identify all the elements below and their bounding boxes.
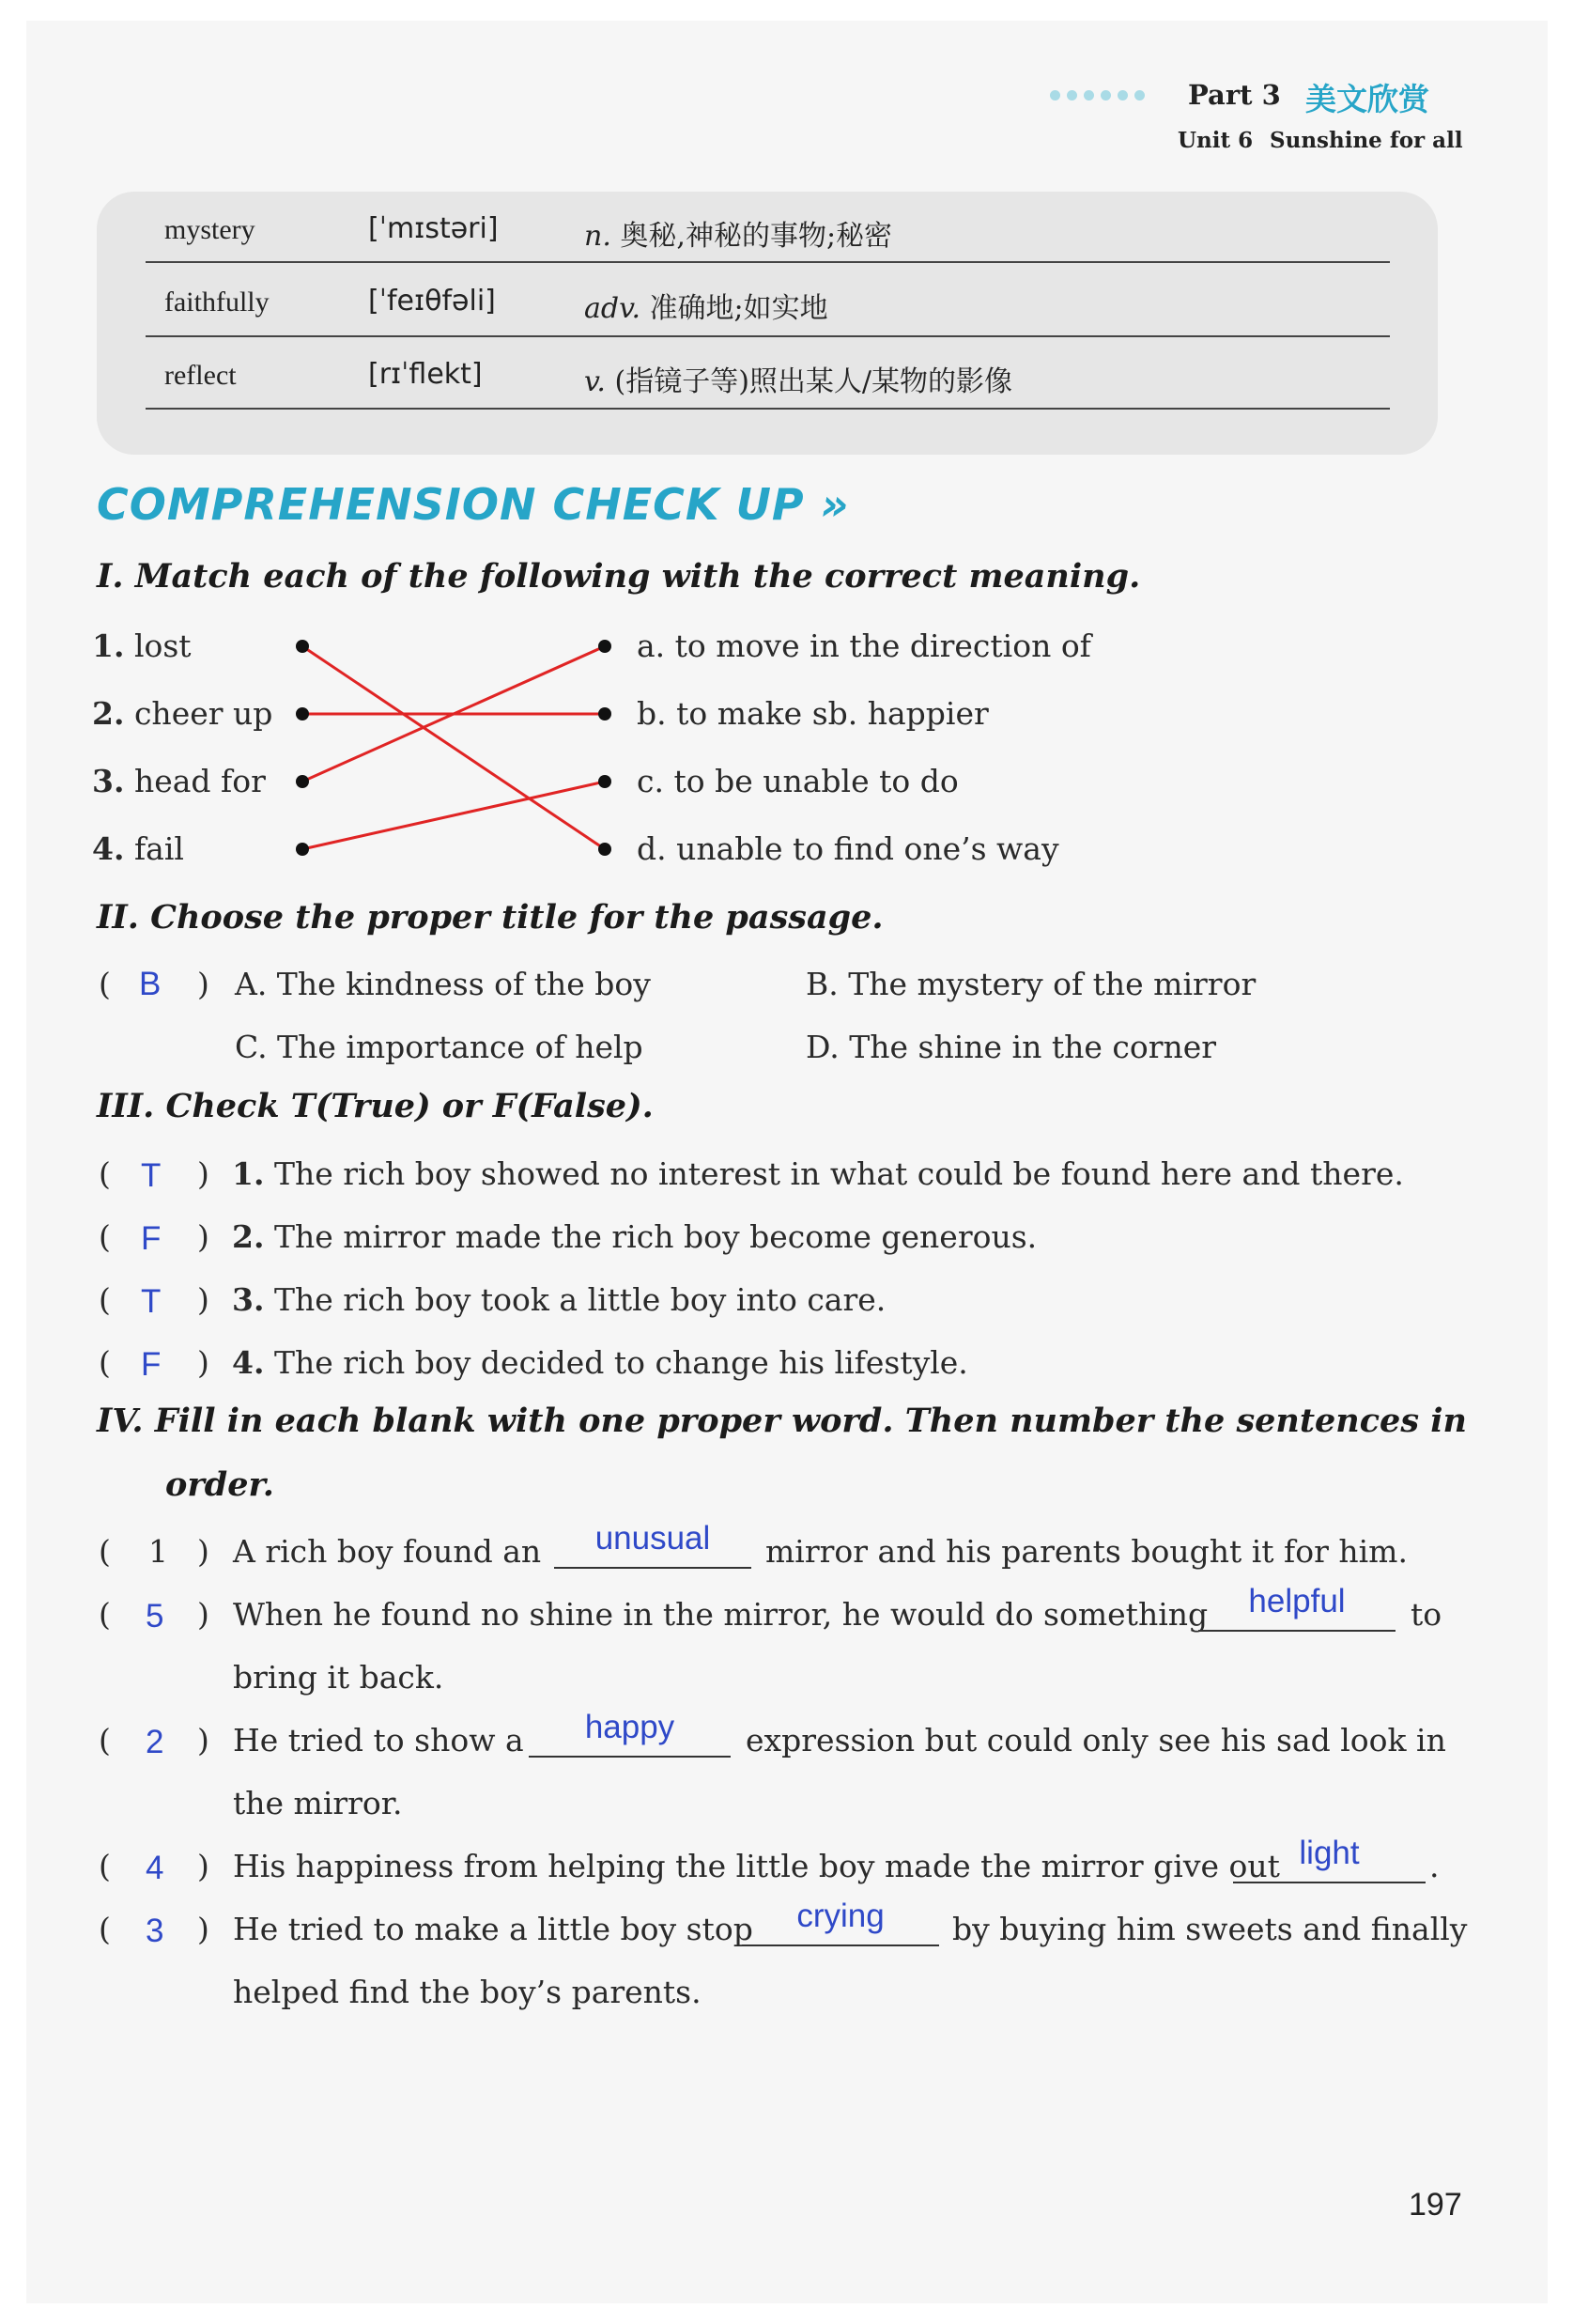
header-part: Part 3 [1188,79,1281,111]
order-number: 5 [146,1598,164,1635]
answer-paren-close: ) [197,1596,209,1633]
page-number: 197 [1409,2187,1462,2223]
header-unit-title: Sunshine for all [1270,128,1463,153]
tf-text: The rich boy decided to change his lifestyle. [273,1344,968,1381]
sentence-cont: bring it back. [233,1659,444,1696]
answer-paren-close: ) [197,966,209,1002]
sentence-cont: the mirror. [233,1785,403,1821]
tf-statement [232,1281,886,1318]
sentence-before: He tried to make a little boy stop [233,1911,753,1947]
answer-paren-close: ) [197,1722,209,1758]
match-left-num: 1. [92,627,125,664]
option-b: B. The mystery of the mirror [806,966,1257,1002]
vocab-meaning: 奥秘,神秘的事物;秘密 [620,220,893,253]
section3-title: III. Check T(True) or F(False). [97,1087,654,1125]
blank-answer: unusual [594,1520,711,1557]
tf-num: 4. [232,1344,265,1381]
answer-paren-close: ) [197,1218,209,1255]
section4-title: IV. Fill in each blank with one proper word. Then number the sentences in [97,1402,1467,1440]
order-number: 3 [146,1913,164,1949]
match-left-num: 3. [92,763,125,799]
match-right-item: b. to make sb. happier [637,695,989,732]
match-dot-left [296,775,309,788]
section2-answer: B [139,966,162,1002]
order-number: 1 [148,1533,168,1570]
answer-paren-close: ) [197,1155,209,1192]
vocab-word: reflect [164,360,237,391]
match-dot-left [296,843,309,856]
answer-paren-close: ) [197,1911,209,1947]
match-right-item: c. to be unable to do [637,763,959,799]
match-right-item: a. to move in the direction of [637,627,1091,664]
match-dot-left [296,640,309,653]
match-left-text: head for [133,763,266,799]
tf-text: The rich boy showed no interest in what could be found here and there. [273,1155,1404,1192]
match-dot-right [598,707,611,720]
blank-field[interactable] [554,1520,751,1569]
match-line-1-d [302,646,605,849]
sentence-before: His happiness from helping the little boy made the mirror give out [233,1848,1280,1884]
tf-answer: T [141,1157,162,1194]
vocab-phonetic: [ˈfeɪθfəli] [368,285,496,318]
sentence-after: . [1429,1848,1440,1884]
vocab-meaning: 准确地;如实地 [649,292,828,325]
blank-field[interactable] [529,1709,731,1758]
vocab-pos: v. [584,365,606,398]
sentence-after: expression but could only see his sad look in [746,1722,1446,1758]
option-c: C. The importance of help [235,1029,643,1065]
answer-paren-open: ( [99,1281,111,1318]
answer-paren-open: ( [99,1722,111,1758]
match-left-text: fail [133,830,184,867]
tf-text: The rich boy took a little boy into care. [273,1281,887,1318]
match-line-4-c [302,782,605,849]
match-dot-right [598,640,611,653]
blank-field[interactable] [1233,1835,1426,1883]
sentence-after: mirror and his parents bought it for him. [765,1533,1408,1570]
section1-title: I. Match each of the following with the correct meaning. [97,557,1141,596]
sentence-after: to [1411,1596,1442,1633]
vocab-word: mystery [164,214,255,245]
answer-paren-close: ) [197,1848,209,1884]
answer-paren-close: ) [197,1344,209,1381]
blank-answer: happy [584,1709,675,1745]
answer-paren-open: ( [99,966,111,1002]
tf-answer: F [141,1220,162,1257]
vocab-pos: adv. [584,292,641,325]
match-left-text: lost [133,627,192,664]
option-a: A. The kindness of the boy [235,966,651,1002]
option-d: D. The shine in the corner [806,1029,1217,1065]
answer-paren-close: ) [197,1281,209,1318]
vocab-pos: n. [584,220,611,253]
sentence-after: by buying him sweets and finally [952,1911,1468,1947]
order-number: 2 [146,1724,164,1760]
vocab-word: faithfully [164,287,270,318]
header-part-cn: 美文欣赏 [1305,81,1429,117]
match-dot-right [598,843,611,856]
tf-text: The mirror made the rich boy become generous. [273,1218,1038,1255]
match-right-item: d. unable to find one’s way [637,830,1059,867]
blank-answer: helpful [1248,1583,1346,1619]
tf-statement [232,1155,1404,1192]
answer-paren-open: ( [99,1218,111,1255]
answer-paren-open: ( [99,1155,111,1192]
sentence-before: He tried to show a [233,1722,524,1758]
match-left-num: 2. [92,695,125,732]
answer-paren-open: ( [99,1344,111,1381]
match-left-text: cheer up [133,695,273,732]
sentence-before: A rich boy found an [233,1533,542,1570]
tf-num: 3. [232,1281,265,1318]
blank-answer: light [1299,1835,1360,1871]
answer-paren-close: ) [197,1533,209,1570]
section2-title: II. Choose the proper title for the passage. [97,898,884,937]
answer-paren-open: ( [99,1596,111,1633]
match-dot-left [296,707,309,720]
vocab-phonetic: [rɪˈflekt] [368,358,483,391]
tf-statement [232,1218,1037,1255]
order-number: 4 [146,1850,164,1886]
tf-answer: T [141,1283,162,1320]
blank-answer: crying [796,1898,885,1934]
answer-paren-open: ( [99,1848,111,1884]
tf-statement [232,1344,968,1381]
match-dot-right [598,775,611,788]
tf-answer: F [141,1346,162,1383]
sentence-before: When he found no shine in the mirror, he would do something [233,1596,1209,1633]
vocab-meaning: (指镜子等)照出某人/某物的影像 [614,365,1012,398]
tf-num: 2. [232,1218,265,1255]
section4-title-cont: order. [165,1465,274,1504]
sentence-cont: helped find the boy’s parents. [233,1974,702,2010]
header-unit: Unit 6 [1178,128,1254,153]
tf-num: 1. [232,1155,265,1192]
comprehension-title: COMPREHENSION CHECK UP » [97,479,850,530]
blank-field[interactable] [1198,1583,1396,1632]
vocab-phonetic: [ˈmɪstəri] [368,212,499,245]
blank-field[interactable] [742,1898,939,1946]
answer-paren-open: ( [99,1533,111,1570]
match-left-num: 4. [92,830,125,867]
answer-paren-open: ( [99,1911,111,1947]
